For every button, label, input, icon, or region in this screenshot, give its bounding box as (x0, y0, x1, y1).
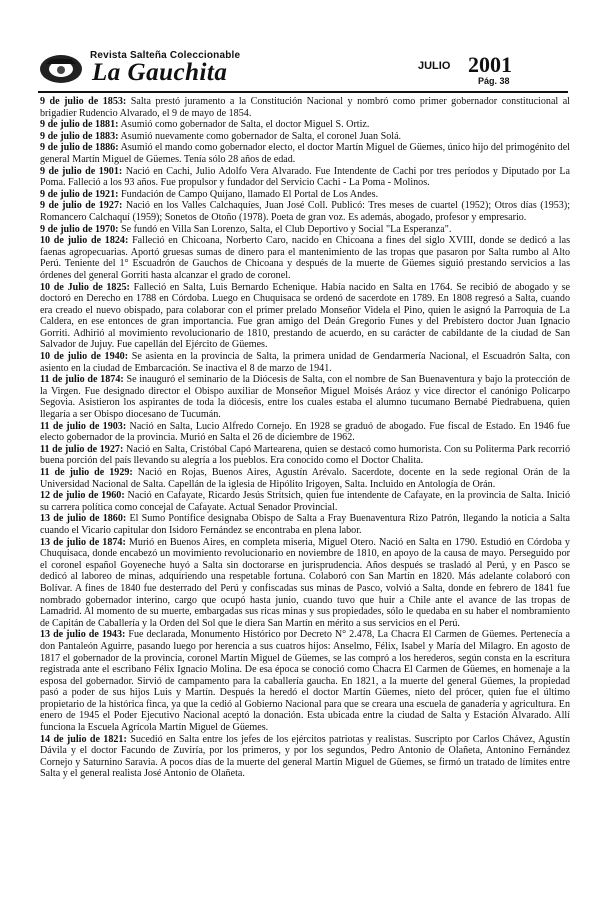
entry-text: Se asienta en la provincia de Salta, la primera unidad de Gendarmería Nacional, el Escuadrón Salta, con asiento en la ciudad de Embarcación. Se inactiva el 8 de marzo de 1941. (40, 351, 570, 374)
list-item (40, 467, 570, 490)
magazine-subtitle: Revista Salteña Coleccionable (90, 50, 241, 61)
list-item (40, 537, 570, 630)
list-item (40, 189, 570, 201)
entry-date: 11 de julio de 1927: (40, 443, 124, 455)
entry-date: 9 de julio de 1970: (40, 223, 119, 235)
entry-date: 13 de julio de 1943: (40, 629, 126, 641)
list-item (40, 374, 570, 420)
gaucho-logo-icon (38, 52, 84, 86)
entry-text: Murió en Buenos Aires, en completa miseria, Miguel Otero. Nació en Salta en 1790. Estudió en Córdoba y Chuquisaca, donde encabezó un movimiento revolucionario en noviembre de 1810, en apoyo de la causa de mayo. Perseguido por el coronel español Goyeneche huyó a Salta sin doctorarse en jurisprudencia. Años después se trasladó al Perú, y en Pasco se dedicó al laboreo de minas, adquiriendo una respetable fortuna. Colaboró con San Martín en 1820. Más adelante colaboró con Bolívar. A fines de 1840 fue desterrado del Perú y confiscadas sus minas de Pasco, volvió a Salta, donde en febrero de 1841 fue nombrado gobernador interino, cargo que ocupó hasta junio, cuando tuvo que huir a Chile ante el avance de las tropas de Lamadrid. Al momento de su muerte, embargadas sus ricas minas y sus propiedades, sólo le quedaba en su haber el nombramiento de Capitán de Caballería y la Orden del Sol que le diera San Martín en mérito a sus servicios en el Perú. (40, 536, 570, 629)
entry-text: Nació en Salta, Cristóbal Capó Martearena, quien se destacó como humorista. Con su Politerma Park recorrió buena porción del país llevando su alegría a los pueblos. Era conocido como el Doctor Chalita. (40, 443, 570, 467)
list-item (40, 282, 570, 352)
list-item (40, 490, 570, 513)
entry-date: 9 de julio de 1881: (40, 119, 119, 131)
magazine-title: La Gauchita (92, 59, 228, 86)
entry-text: Asumió nuevamente como gobernador de Salta, el coronel Juan Solá. (120, 130, 402, 142)
entry-text: Sucedió en Salta entre los jefes de los ejércitos patriotas y realistas. Suscripto por Carlos Chávez, Agustín Dávila y el doctor Facundo de Zuviría, por los primeros, y por los segundos, Pedro Antonio de Olañeta, Antonino Fernández Cornejo y Saturnino Saravia. A pocos días de la muerte del general Martín Miguel de Güemes, se firmó un tratado de límites entre Salta y el general realista José Antonio de Olañeta. (40, 733, 570, 780)
entry-date: 10 de julio de 1940: (40, 351, 129, 363)
entry-date: 14 de julio de 1821: (40, 733, 127, 745)
entry-date: 12 de julio de 1960: (40, 490, 125, 502)
entry-text: Nació en Cachi, Julio Adolfo Vera Alvarado. Fue Intendente de Cachi por tres períodos y Diputado por La Poma. Falleció a los 93 años. Fue propulsor y fundador del Servicio Cachi - La Poma - Molinos. (40, 165, 570, 189)
article-body (40, 96, 570, 891)
entry-date: 13 de julio de 1860: (40, 513, 127, 525)
entry-date: 11 de julio de 1874: (40, 374, 124, 386)
entry-text: Nació en Rojas, Buenos Aires, Agustín Arévalo. Sacerdote, docente en la sede regional Orán de la Universidad Nacional de Salta. Capellán de la iglesia de Hipólito Irigoyen, Salta. Incluido en Antología de Orán. (40, 467, 570, 490)
entry-date: 11 de julio de 1903: (40, 420, 127, 432)
entry-text: Asumió como gobernador de Salta, el doctor Miguel S. Ortiz. (120, 119, 370, 131)
list-item (40, 235, 570, 281)
list-item (40, 734, 570, 780)
entry-text: Nació en los Valles Calchaquíes, Juan José Coll. Publicó: Tres meses de cuartel (1952); Otros días (1953); Romancero Calchaquí (1959); Sonetos de Otoño (1978). Poeta de gran voz. Es además, abogado, profesor y empresario. (40, 200, 570, 223)
entry-date: 13 de julio de 1874: (40, 536, 126, 548)
issue-month: JULIO (418, 60, 451, 72)
list-item (40, 119, 570, 131)
entry-text: Falleció en Chicoana, Norberto Caro, nacido en Chicoana a fines del siglo XVIII, donde se dedicó a las faenas agropecuarias. Aportó gruesas sumas de dinero para el mantenimiento de las tropas que pasaron por Salta rumbo al Alto Perú. Teniente del 1° Escuadrón de Gauchos de Chicoana y después de la muerte de Güemes siguió prestando servicios a las órdenes del general Gorriti hasta alcanzar el grado de coronel. (40, 235, 570, 281)
entry-text: Asumió el mando como gobernador electo, el doctor Martín Miguel de Güemes, único hijo del primogénito del general Martín Miguel de Güemes. Tenía sólo 28 años de edad. (40, 142, 570, 165)
entry-date: 9 de julio de 1927: (40, 200, 123, 212)
entry-date: 9 de julio de 1853: (40, 96, 127, 107)
entry-text: Fue declarada, Monumento Histórico por Decreto N° 2.478, La Chacra El Carmen de Güemes. Pertenecía a don Pantaleón Aguirre, pasando luego por herencia a sus cuatros hijos: Anselmo, Félix, Isabel y María del Milagro. En agosto de 1817 el gobernador de la provincia, coronel Martín Miguel de Güemes, se las compró a los herederos, según consta en la escritura registrada ante el escribano Félix Ignacio Molina. De esa época se conoció como Chacra El Carmen de Güemes, en homenaje a la esposa del gobernador. Sirvió de campamento para la caballería gaucha. En 1821, a la muerte del general Güemes, la propiedad pasó a poder de sus hijos Luis y Martín. Después la heredó el doctor Martín Güemes, nieto del prócer, quien fue el último propietario de la histórica finca, ya que la cedió al Gobierno Nacional para que se creara una escuela de ganadería y agricultura. En enero de 1945 el Poder Ejecutivo Nacional aceptó la donación. Esta ubicada entre la ciudad de Salta y Estación Alvarado. Allí funciona la Escuela Agrícola Martín Miguel de Güemes. (40, 629, 570, 734)
issue-year: 2001 (468, 52, 512, 77)
entry-date: 9 de julio de 1921: (40, 188, 119, 200)
list-item (40, 629, 570, 733)
entry-text: Falleció en Salta, Luis Bernardo Echenique. Había nacido en Salta en 1764. Se recibió de abogado y se doctoró en Derecho en 1788 en Córdoba. Luego en Chuquisaca se ordenó de sacerdote en 1789. En 1808 regresó a Salta, cuando era creado el nuevo obispado, para colaborar con el primer prelado Monseñor Videla el Pino, quien le asignó la Parroquia de La Caldera, en ese entonces de gran importancia. Fue gran amigo del Deán Gregorio Funes y del Prebístero doctor Juan Ignacio Gorriti. Adhirió al movimiento revolucionario de 1810, prestando de acuerdo, en su carácter de cabildante de la ciudad de San Salvador de Jujuy. Fue capellán del Ejército de Güemes. (40, 281, 570, 351)
list-item (40, 96, 570, 119)
entry-date: 9 de julio de 1886: (40, 142, 119, 154)
list-item (40, 166, 570, 189)
list-item (40, 131, 570, 143)
entry-date: 9 de julio de 1901: (40, 165, 123, 177)
list-item (40, 513, 570, 536)
list-item (40, 142, 570, 165)
entry-text: Se fundó en Villa San Lorenzo, Salta, el Club Deportivo y Social "La Esperanza". (121, 223, 452, 235)
entry-text: Se inauguró el seminario de la Diócesis de Salta, con el nombre de San Buenaventura y bajo la protección de la Virgen. Fue designado director el Obispo auxiliar de Monseñor Miguel Moisés Aráoz y vice director el canónigo Policarpo Segovia. Asistieron los aspirantes de toda la diócesis, entre los cuales estaba el alumno tucumano Bernabé Piedrabuena, quien llegaría a ser Obispo diocesano de Tucumán. (40, 374, 570, 421)
list-item (40, 351, 570, 374)
entry-text: Salta prestó juramento a la Constitución Nacional y nombró como primer gobernador constitucional al brigadier Rudencio Alvarado, el 9 de mayo de 1854. (40, 96, 570, 119)
entry-text: Fundación de Campo Quijano, llamado El Portal de Los Andes. (121, 188, 379, 200)
entry-text: El Sumo Pontífice designaba Obispo de Salta a Fray Buenaventura Rizo Patrón, llegando la noticia a Salta cuando el Vicario capitular don Isidoro Fernández se encontraba en plena labor. (40, 513, 570, 536)
list-item (40, 224, 570, 236)
entry-date: 10 de julio de 1824: (40, 235, 129, 247)
page-number: Pág. 38 (478, 76, 510, 86)
entry-date: 9 de julio de 1883: (40, 130, 119, 142)
entry-date: 10 de Julio de 1825: (40, 281, 130, 293)
header-divider (38, 91, 568, 93)
entry-text: Nació en Cafayate, Ricardo Jesús Stritsich, quien fue intendente de Cafayate, en la provincia de Salta. Inició su carrera política como concejal de Cafayate. Actual Senador Provincial. (40, 490, 570, 513)
entry-text: Nació en Salta, Lucio Alfredo Cornejo. En 1928 se graduó de abogado. Fue fiscal de Estado. En 1946 fue electo gobernador de la provincia. Murió en Salta el 26 de diciembre de 1962. (40, 420, 570, 444)
entry-date: 11 de julio de 1929: (40, 467, 133, 478)
masthead (38, 50, 568, 90)
list-item (40, 444, 570, 467)
list-item (40, 200, 570, 223)
list-item (40, 421, 570, 444)
